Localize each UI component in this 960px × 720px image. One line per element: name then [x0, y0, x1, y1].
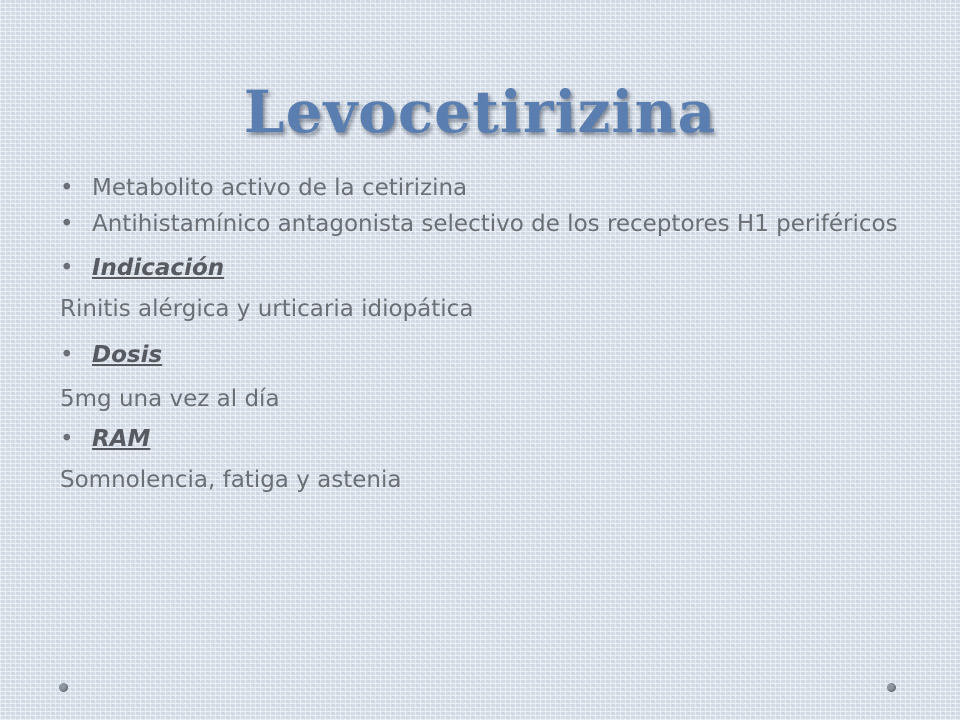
list-item — [60, 343, 920, 369]
corner-dot-icon — [887, 683, 896, 692]
list-item — [60, 212, 920, 238]
item-text: Metabolito activo de la cetirizina — [92, 175, 468, 201]
list-item — [60, 256, 920, 282]
bullet-icon: • — [60, 254, 74, 281]
section-body: Rinitis alérgica y urticaria idiopática — [60, 296, 474, 323]
bullet-icon: • — [60, 425, 74, 452]
section-heading-dosis: Dosis — [92, 342, 163, 368]
section-body: Somnolencia, fatiga y astenia — [60, 467, 402, 494]
bullet-icon: • — [60, 210, 74, 237]
section-body: 5mg una vez al día — [60, 385, 280, 412]
slide-title: Levocetirizina — [243, 78, 717, 146]
section-heading-indicacion: Indicación — [92, 254, 225, 281]
section-heading-ram: RAM — [92, 425, 151, 452]
bullet-icon: • — [60, 342, 74, 368]
item-text: Antihistamínico antagonista selectivo de los receptores H1 periféricos — [92, 210, 898, 237]
list-item — [60, 176, 920, 202]
slide-content — [60, 176, 920, 494]
list-item — [60, 427, 920, 453]
corner-dot-icon — [59, 683, 68, 692]
bullet-icon: • — [60, 175, 74, 201]
